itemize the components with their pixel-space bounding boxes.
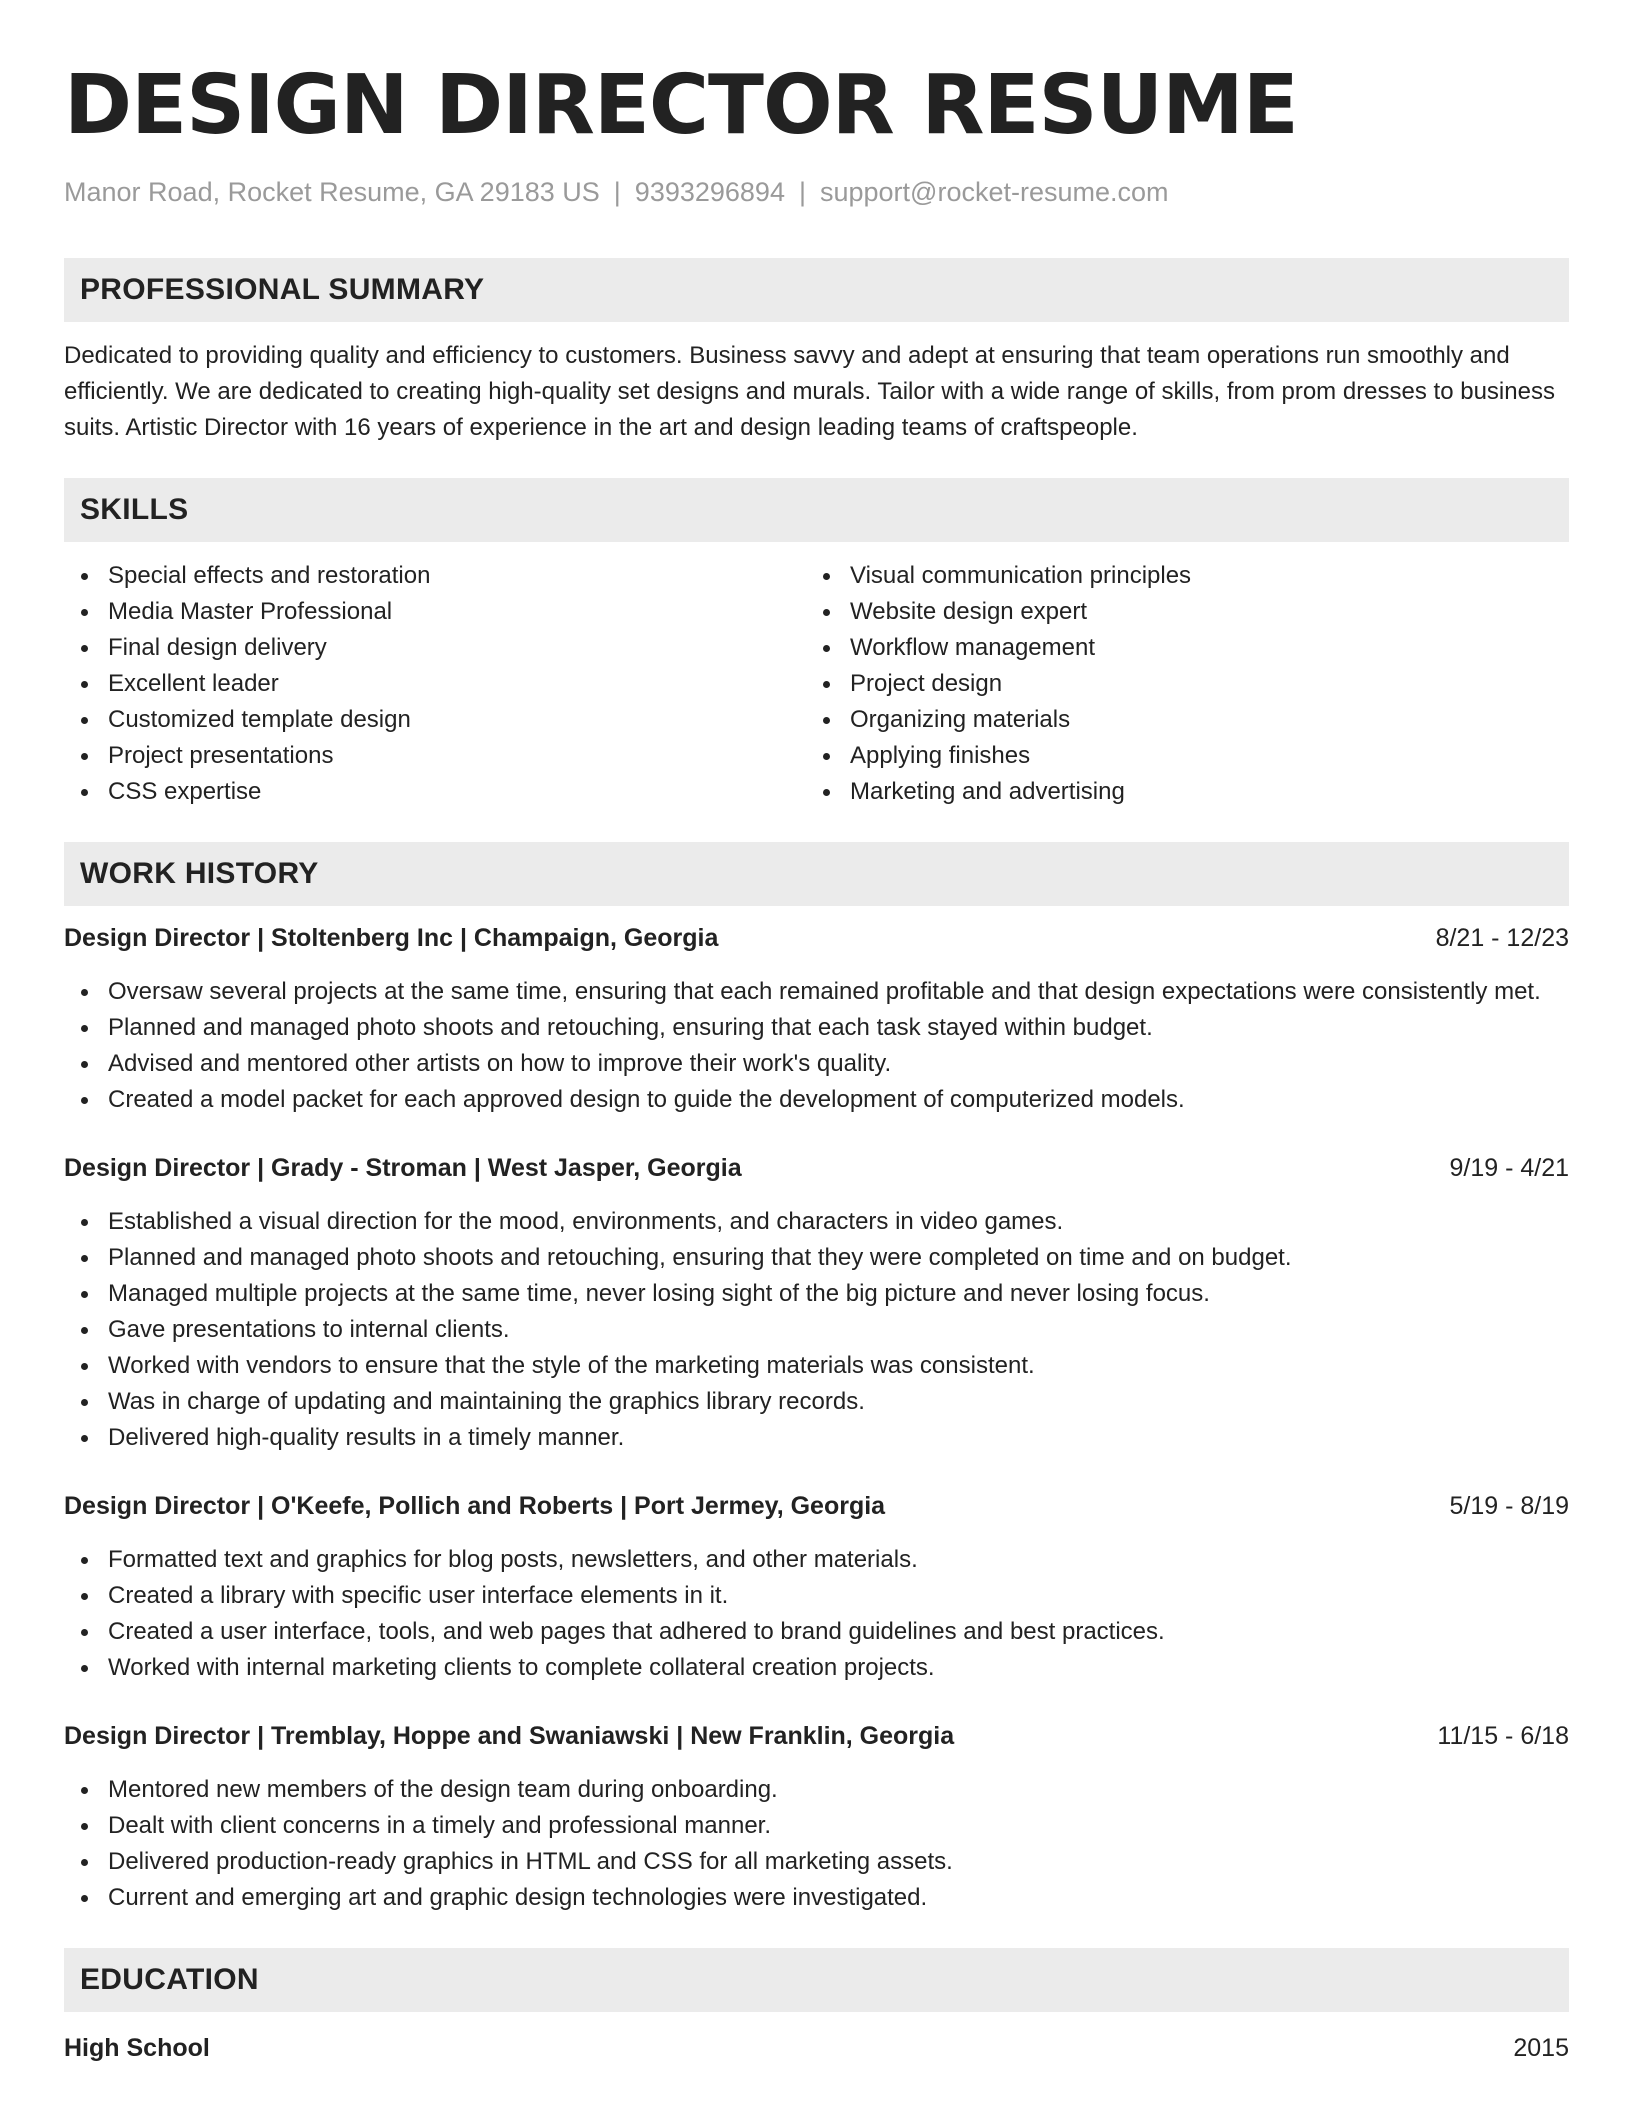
job-bullet: Created a library with specific user interface elements in it. — [64, 1578, 1569, 1614]
job-bullets — [64, 1204, 1569, 1456]
skills-grid — [64, 558, 1569, 810]
job-bullet: Delivered high-quality results in a timely manner. — [64, 1420, 1569, 1456]
skill-item: Customized template design — [64, 702, 806, 738]
job-header — [64, 1488, 1569, 1524]
job-bullet: Advised and mentored other artists on how to improve their work's quality. — [64, 1046, 1569, 1082]
skill-item: Special effects and restoration — [64, 558, 806, 594]
job-title: Design Director | Grady - Stroman | West Jasper, Georgia — [64, 1154, 742, 1182]
section-header-summary: PROFESSIONAL SUMMARY — [64, 258, 1569, 322]
skill-item: Workflow management — [806, 630, 1548, 666]
job-bullet: Mentored new members of the design team during onboarding. — [64, 1772, 1569, 1808]
skill-item: Organizing materials — [806, 702, 1548, 738]
skills-column-left — [64, 558, 806, 810]
job-title: Design Director | Stoltenberg Inc | Champaign, Georgia — [64, 924, 719, 952]
section-header-work-history: WORK HISTORY — [64, 842, 1569, 906]
job-bullet: Worked with internal marketing clients to complete collateral creation projects. — [64, 1650, 1569, 1686]
job-title: Design Director | Tremblay, Hoppe and Swaniawski | New Franklin, Georgia — [64, 1722, 955, 1750]
job-bullet: Was in charge of updating and maintaining the graphics library records. — [64, 1384, 1569, 1420]
skill-item: Final design delivery — [64, 630, 806, 666]
contact-separator: | — [798, 177, 806, 207]
contact-separator: | — [613, 177, 621, 207]
skill-item: Visual communication principles — [806, 558, 1548, 594]
job-bullet: Established a visual direction for the mood, environments, and characters in video games. — [64, 1204, 1569, 1240]
summary-text: Dedicated to providing quality and efficiency to customers. Business savvy and adept at ensuring that team operations run smoothly and efficiently. We are dedicated to creating high-quality set designs and murals. Tailor with a wide range of skills, from prom dresses to business suits. Artistic Director with 16 years of experience in the art and design leading teams of craftspeople. — [64, 342, 1555, 441]
education-entry — [64, 2030, 1569, 2066]
contact-email: support@rocket-resume.com — [819, 177, 1169, 207]
job-bullet: Formatted text and graphics for blog posts, newsletters, and other materials. — [64, 1542, 1569, 1578]
skill-item: Project design — [806, 666, 1548, 702]
job-bullets — [64, 1542, 1569, 1686]
job-bullet: Current and emerging art and graphic design technologies were investigated. — [64, 1880, 1569, 1916]
education-year: 2015 — [1513, 2034, 1569, 2062]
skill-item: Project presentations — [64, 738, 806, 774]
skill-item: CSS expertise — [64, 774, 806, 810]
job-bullet: Delivered production-ready graphics in HTML and CSS for all marketing assets. — [64, 1844, 1569, 1880]
job-entry — [64, 1150, 1569, 1456]
contact-address: Manor Road, Rocket Resume, GA 29183 US — [64, 177, 600, 207]
skill-item: Applying finishes — [806, 738, 1548, 774]
skill-item: Marketing and advertising — [806, 774, 1548, 810]
job-bullet: Planned and managed photo shoots and retouching, ensuring that they were completed on time and on budget. — [64, 1240, 1569, 1276]
section-header-skills: SKILLS — [64, 478, 1569, 542]
job-bullet: Oversaw several projects at the same time, ensuring that each remained profitable and that design expectations were consistently met. — [64, 974, 1569, 1010]
skill-item: Media Master Professional — [64, 594, 806, 630]
job-dates: 5/19 - 8/19 — [1449, 1492, 1569, 1520]
job-bullet: Managed multiple projects at the same time, never losing sight of the big picture and never losing focus. — [64, 1276, 1569, 1312]
job-dates: 9/19 - 4/21 — [1449, 1154, 1569, 1182]
contact-line — [64, 174, 1569, 210]
skill-item: Excellent leader — [64, 666, 806, 702]
job-header — [64, 920, 1569, 956]
job-entry — [64, 920, 1569, 1118]
resume-page — [64, 56, 1569, 2066]
job-bullets — [64, 974, 1569, 1118]
job-dates: 11/15 - 6/18 — [1437, 1722, 1569, 1750]
section-header-education: EDUCATION — [64, 1948, 1569, 2012]
skills-column-right — [806, 558, 1548, 810]
job-bullet: Planned and managed photo shoots and retouching, ensuring that each task stayed within budget. — [64, 1010, 1569, 1046]
job-bullet: Created a model packet for each approved design to guide the development of computerized models. — [64, 1082, 1569, 1118]
job-entry — [64, 1488, 1569, 1686]
job-bullet: Gave presentations to internal clients. — [64, 1312, 1569, 1348]
job-title: Design Director | O'Keefe, Pollich and Roberts | Port Jermey, Georgia — [64, 1492, 886, 1520]
job-bullet: Worked with vendors to ensure that the style of the marketing materials was consistent. — [64, 1348, 1569, 1384]
job-header — [64, 1718, 1569, 1754]
job-dates: 8/21 - 12/23 — [1435, 924, 1569, 952]
job-bullet: Created a user interface, tools, and web pages that adhered to brand guidelines and best practices. — [64, 1614, 1569, 1650]
education-name: High School — [64, 2034, 210, 2062]
job-header — [64, 1150, 1569, 1186]
job-bullets — [64, 1772, 1569, 1916]
skill-item: Website design expert — [806, 594, 1548, 630]
job-entry — [64, 1718, 1569, 1916]
job-bullet: Dealt with client concerns in a timely and professional manner. — [64, 1808, 1569, 1844]
page-title: DESIGN DIRECTOR RESUME — [64, 58, 1298, 153]
contact-phone: 9393296894 — [634, 177, 785, 207]
